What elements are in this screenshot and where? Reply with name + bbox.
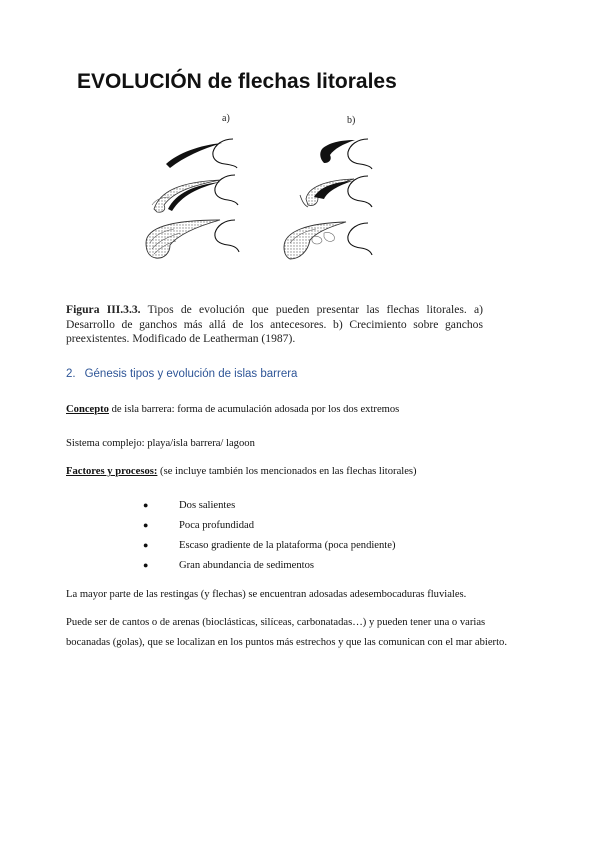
list-item-text: Escaso gradiente de la plataforma (poca pendiente) — [179, 540, 396, 551]
restingas-paragraph: La mayor parte de las restingas (y flechas) se encuentran adosadas adesembocaduras fluviales. — [66, 589, 467, 600]
page-title: EVOLUCIÓN de flechas litorales — [77, 70, 397, 93]
spit-b2-drawing — [300, 176, 372, 207]
cantos-paragraph-line-2: bocanadas (golas), que se localizan en los puntos más estrechos y que las comunican con el mar abierto. — [66, 637, 507, 648]
figure-panel-b-label: b) — [347, 115, 356, 126]
concepto-paragraph — [66, 404, 399, 415]
figure-caption-number: Figura III.3.3. — [66, 303, 141, 316]
bullet-icon: ● — [143, 540, 149, 550]
list-item-text: Dos salientes — [179, 500, 236, 511]
spit-a3-drawing — [146, 220, 239, 258]
factores-paragraph — [66, 466, 417, 477]
factores-term: Factores y procesos: — [66, 466, 158, 477]
bullet-icon: ● — [143, 520, 149, 530]
section-heading — [66, 368, 297, 380]
figure-caption — [66, 303, 483, 347]
cantos-paragraph-line-1: Puede ser de cantos o de arenas (bioclásticas, silíceas, carbonatadas…) y pueden tener una o varias — [66, 617, 486, 628]
spit-a2-drawing — [152, 175, 238, 212]
bullet-icon: ● — [143, 500, 149, 510]
spit-b1-drawing — [320, 139, 372, 169]
section-title: Génesis tipos y evolución de islas barrera — [84, 368, 298, 380]
concepto-text: de isla barrera: forma de acumulación adosada por los dos extremos — [108, 404, 400, 415]
figure-panel-a-label: a) — [222, 113, 230, 124]
factores-text: (se incluye también los mencionados en las flechas litorales) — [157, 466, 417, 477]
spit-a1-drawing — [166, 139, 237, 168]
spit-evolution-figure — [140, 125, 380, 275]
list-item-text: Gran abundancia de sedimentos — [179, 560, 315, 571]
list-item-text: Poca profundidad — [179, 520, 255, 531]
section-number: 2. — [66, 368, 76, 380]
figure-caption-text: Tipos de evolución que pueden presentar las flechas litorales. a) Desarrollo de ganchos más allá de los antecesores. b) Crecimiento sobre ganchos preexistentes. Modificado de Leatherman (1987). — [66, 303, 483, 345]
sistema-paragraph: Sistema complejo: playa/isla barrera/ lagoon — [66, 438, 255, 449]
bullet-icon: ● — [143, 560, 149, 570]
concepto-term: Concepto — [66, 404, 109, 415]
spit-b3-drawing — [284, 222, 372, 259]
